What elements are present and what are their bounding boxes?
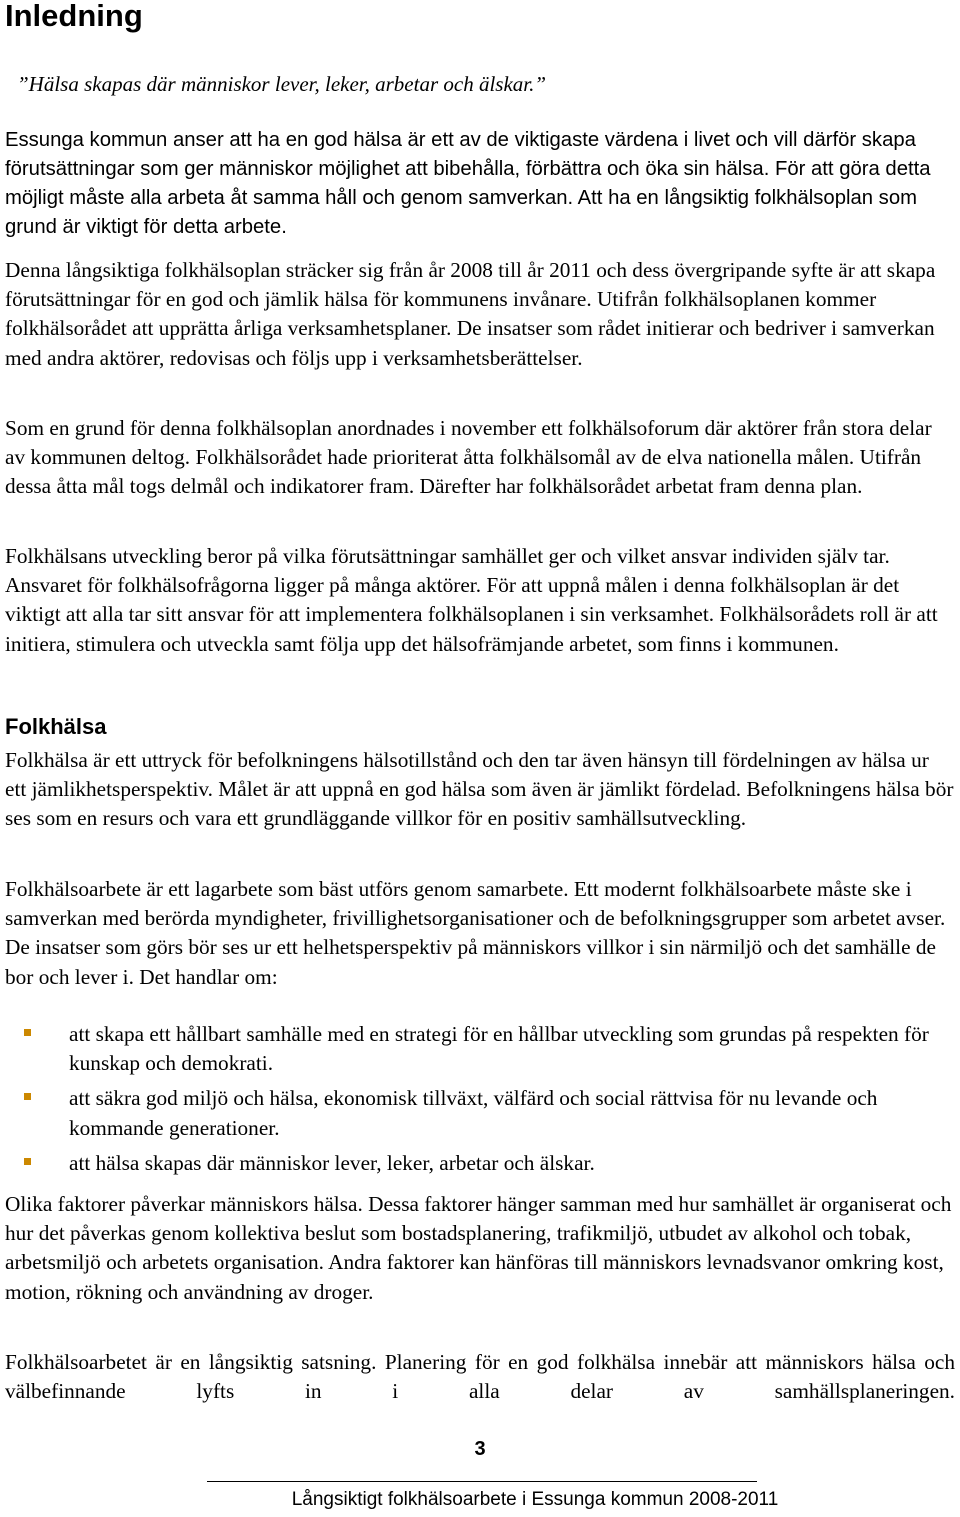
list-item: att skapa ett hållbart samhälle med en strategi för en hållbar utveckling som grundas på respekten för kunskap och demokrati.: [5, 1020, 955, 1078]
page-number: 3: [474, 1438, 486, 1460]
paragraph-folkhalsa-definition: Folkhälsa är ett uttryck för befolkningens hälsotillstånd och den tar även hänsyn till fördelningen av hälsa ur ett jämlikhetsperspektiv. Målet är att uppnå en god hälsa som även är jämlikt fördelad. Befolkningens hälsa bör ses som en resurs och vara ett grundläggande villkor för en positiv samhällsutveckling.: [5, 748, 954, 831]
footer-rule: [207, 1481, 757, 1482]
list-item: att hälsa skapas där människor lever, leker, arbetar och älskar.: [5, 1149, 955, 1178]
page-title: Inledning: [5, 0, 143, 33]
list-item: att säkra god miljö och hälsa, ekonomisk tillväxt, välfärd och social rättvisa för nu levande och kommande generationer.: [5, 1084, 955, 1142]
paragraph-factors: Olika faktorer påverkar människors hälsa. Dessa faktorer hänger samman med hur samhället är organiserat och hur det påverkas genom kollektiva beslut som bostadsplanering, trafikmiljö, utbudet av alkohol och tobak, arbetsmiljö och arbetets organisation. Andra faktorer kan hänföras till människors levnadsvanor omkring kost, motion, rökning och användning av droger.: [5, 1192, 952, 1304]
square-bullet-icon: [24, 1158, 31, 1165]
square-bullet-icon: [24, 1093, 31, 1100]
page-footer: Långsiktigt folkhälsoarbete i Essunga kommun 2008-2011: [291, 1489, 779, 1510]
paragraph-responsibility: Folkhälsans utveckling beror på vilka förutsättningar samhället ger och vilket ansvar individen själv tar. Ansvaret för folkhälsofrågorna ligger på många aktörer. För att uppnå målen i denna folkhälsoplan är det viktigt att alla tar sitt ansvar för att implementera folkhälsoplanen i sin verksamhet. Folkhälsorådets roll är att initiera, stimulera och utveckla samt följa upp det hälsofrämjande arbetet, som finns i kommunen.: [5, 544, 938, 656]
motto-quote: ”Hälsa skapas där människor lever, leker, arbetar och älskar.”: [17, 72, 547, 96]
paragraph-folkhalsoarbete: Folkhälsoarbete är ett lagarbete som bäst utförs genom samarbete. Ett modernt folkhälsoarbete måste ske i samverkan med berörda myndigheter, frivillighetsorganisationer och de befolkningsgrupper som arbetet avser. De insatser som görs bör ses ur ett helhetsperspektiv på människors villkor i sin närmiljö och det samhälle de bor och lever i. Det handlar om:: [5, 877, 946, 989]
intro-paragraph: Essunga kommun anser att ha en god hälsa är ett av de viktigaste värdena i livet och vill därför skapa förutsättningar som ger människor möjlighet att bibehålla, förbättra och öka sin hälsa. För att göra detta möjligt måste alla arbeta åt samma håll och genom samverkan. Att ha en långsiktig folkhälsoplan som grund är viktigt för detta arbete.: [5, 129, 931, 238]
section-heading-folkhalsa: Folkhälsa: [5, 714, 107, 739]
paragraph-plan-period: Denna långsiktiga folkhälsoplan sträcker sig från år 2008 till år 2011 och dess övergripande syfte är att skapa förutsättningar för en god och jämlik hälsa för kommunens invånare. Utifrån folkhälsoplanen kommer folkhälsorådet att upprätta årliga verksamhetsplaner. De insatser som rådet initierar och bedriver i samverkan med andra aktörer, redovisas och följs upp i verksamhetsberättelser.: [5, 258, 936, 370]
bullet-list: [5, 1020, 955, 1184]
square-bullet-icon: [24, 1029, 31, 1036]
paragraph-forum: Som en grund för denna folkhälsoplan anordnades i november ett folkhälsoforum där aktörer från stora delar av kommunen deltog. Folkhälsorådet hade prioriterat åtta folkhälsomål av de elva nationella målen. Utifrån dessa åtta mål togs delmål och indikatorer fram. Därefter har folkhälsorådet arbetat fram denna plan.: [5, 416, 932, 499]
paragraph-long-term: Folkhälsoarbetet är en långsiktig satsning. Planering för en god folkhälsa innebär att människors hälsa och välbefinnande lyfts in i alla delar av samhällsplaneringen.: [5, 1350, 955, 1404]
